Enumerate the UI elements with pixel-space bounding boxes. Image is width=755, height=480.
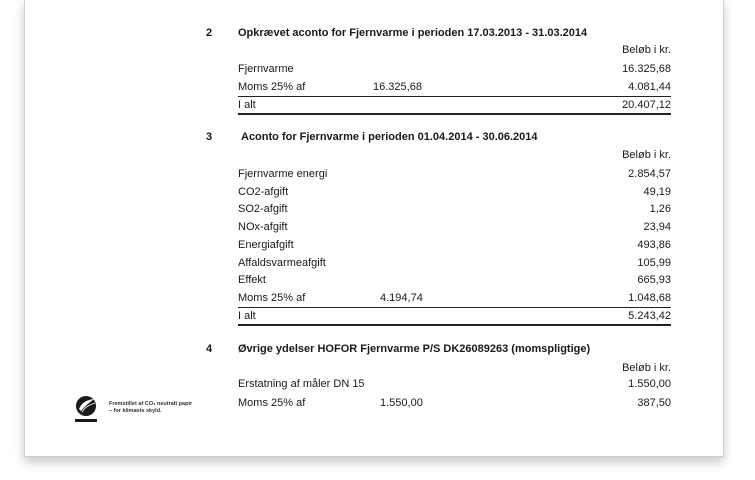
line-item-label: CO2-afgift — [238, 186, 289, 198]
section-title: Øvrige ydelser HOFOR Fjernvarme P/S DK26089263 (momspligtige) — [238, 343, 591, 355]
line-item-label: Moms 25% af — [238, 81, 306, 93]
total-amount: 5.243,42 — [628, 310, 671, 322]
line-item-label: Fjernvarme — [238, 63, 294, 75]
unit-label: Beløb i kr. — [622, 44, 671, 56]
line-item-amount: 1.550,00 — [628, 378, 671, 390]
line-item — [238, 218, 671, 236]
eco-paper-note — [109, 401, 192, 415]
line-item — [238, 289, 671, 307]
eco-paper-note-line: – for klimaets skyld. — [109, 408, 162, 414]
section-title: Opkrævet aconto for Fjernvarme i perioden 17.03.2013 - 31.03.2014 — [238, 27, 588, 39]
line-item-label: NOx-afgift — [238, 221, 288, 233]
section-number: 4 — [206, 343, 213, 355]
line-item-label: Fjernvarme energi — [238, 168, 328, 180]
line-item — [238, 183, 671, 201]
total-row — [238, 307, 671, 326]
line-item — [238, 78, 671, 96]
eco-label-logo-icon — [73, 394, 103, 424]
line-item — [238, 254, 671, 272]
line-item-amount: 16.325,68 — [622, 63, 671, 75]
line-item-label: Energiafgift — [238, 239, 294, 251]
line-item — [238, 271, 671, 289]
line-item — [238, 60, 671, 78]
line-item — [238, 375, 671, 393]
unit-label: Beløb i kr. — [622, 149, 671, 161]
total-label: I alt — [238, 310, 256, 322]
line-item — [238, 200, 671, 218]
section-number: 3 — [206, 131, 213, 143]
line-item-amount: 1,26 — [649, 203, 671, 215]
invoice-page — [24, 0, 724, 457]
line-item-base: 4.194,74 — [380, 292, 423, 304]
line-item — [238, 165, 671, 183]
line-item-label: Erstatning af måler DN 15 — [238, 378, 365, 390]
eco-paper-note-line: Fremstillet af CO₂ neutralt papir — [109, 401, 193, 407]
line-item-base: 16.325,68 — [373, 81, 422, 93]
total-amount: 20.407,12 — [622, 99, 671, 111]
line-item-amount: 665,93 — [637, 274, 671, 286]
total-label: I alt — [238, 99, 256, 111]
section-title: Aconto for Fjernvarme i perioden 01.04.2014 - 30.06.2014 — [241, 131, 538, 143]
line-item-base: 1.550,00 — [380, 397, 423, 409]
line-item-amount: 1.048,68 — [628, 292, 671, 304]
line-item-label: Moms 25% af — [238, 292, 306, 304]
line-item-amount: 493,86 — [637, 239, 671, 251]
unit-label: Beløb i kr. — [622, 362, 671, 374]
line-item-label: Effekt — [238, 274, 266, 286]
line-item-label: SO2-afgift — [238, 203, 288, 215]
line-item-amount: 2.854,57 — [628, 168, 671, 180]
line-item-label: Moms 25% af — [238, 397, 306, 409]
total-row — [238, 96, 671, 115]
line-item — [238, 236, 671, 254]
line-item-amount: 105,99 — [637, 257, 671, 269]
line-item — [238, 394, 671, 412]
line-item-label: Affaldsvarmeafgift — [238, 257, 326, 269]
line-item-amount: 4.081,44 — [628, 81, 671, 93]
line-item-amount: 23,94 — [643, 221, 671, 233]
line-item-amount: 49,19 — [643, 186, 671, 198]
line-item-amount: 387,50 — [637, 397, 671, 409]
section-number: 2 — [206, 27, 213, 39]
